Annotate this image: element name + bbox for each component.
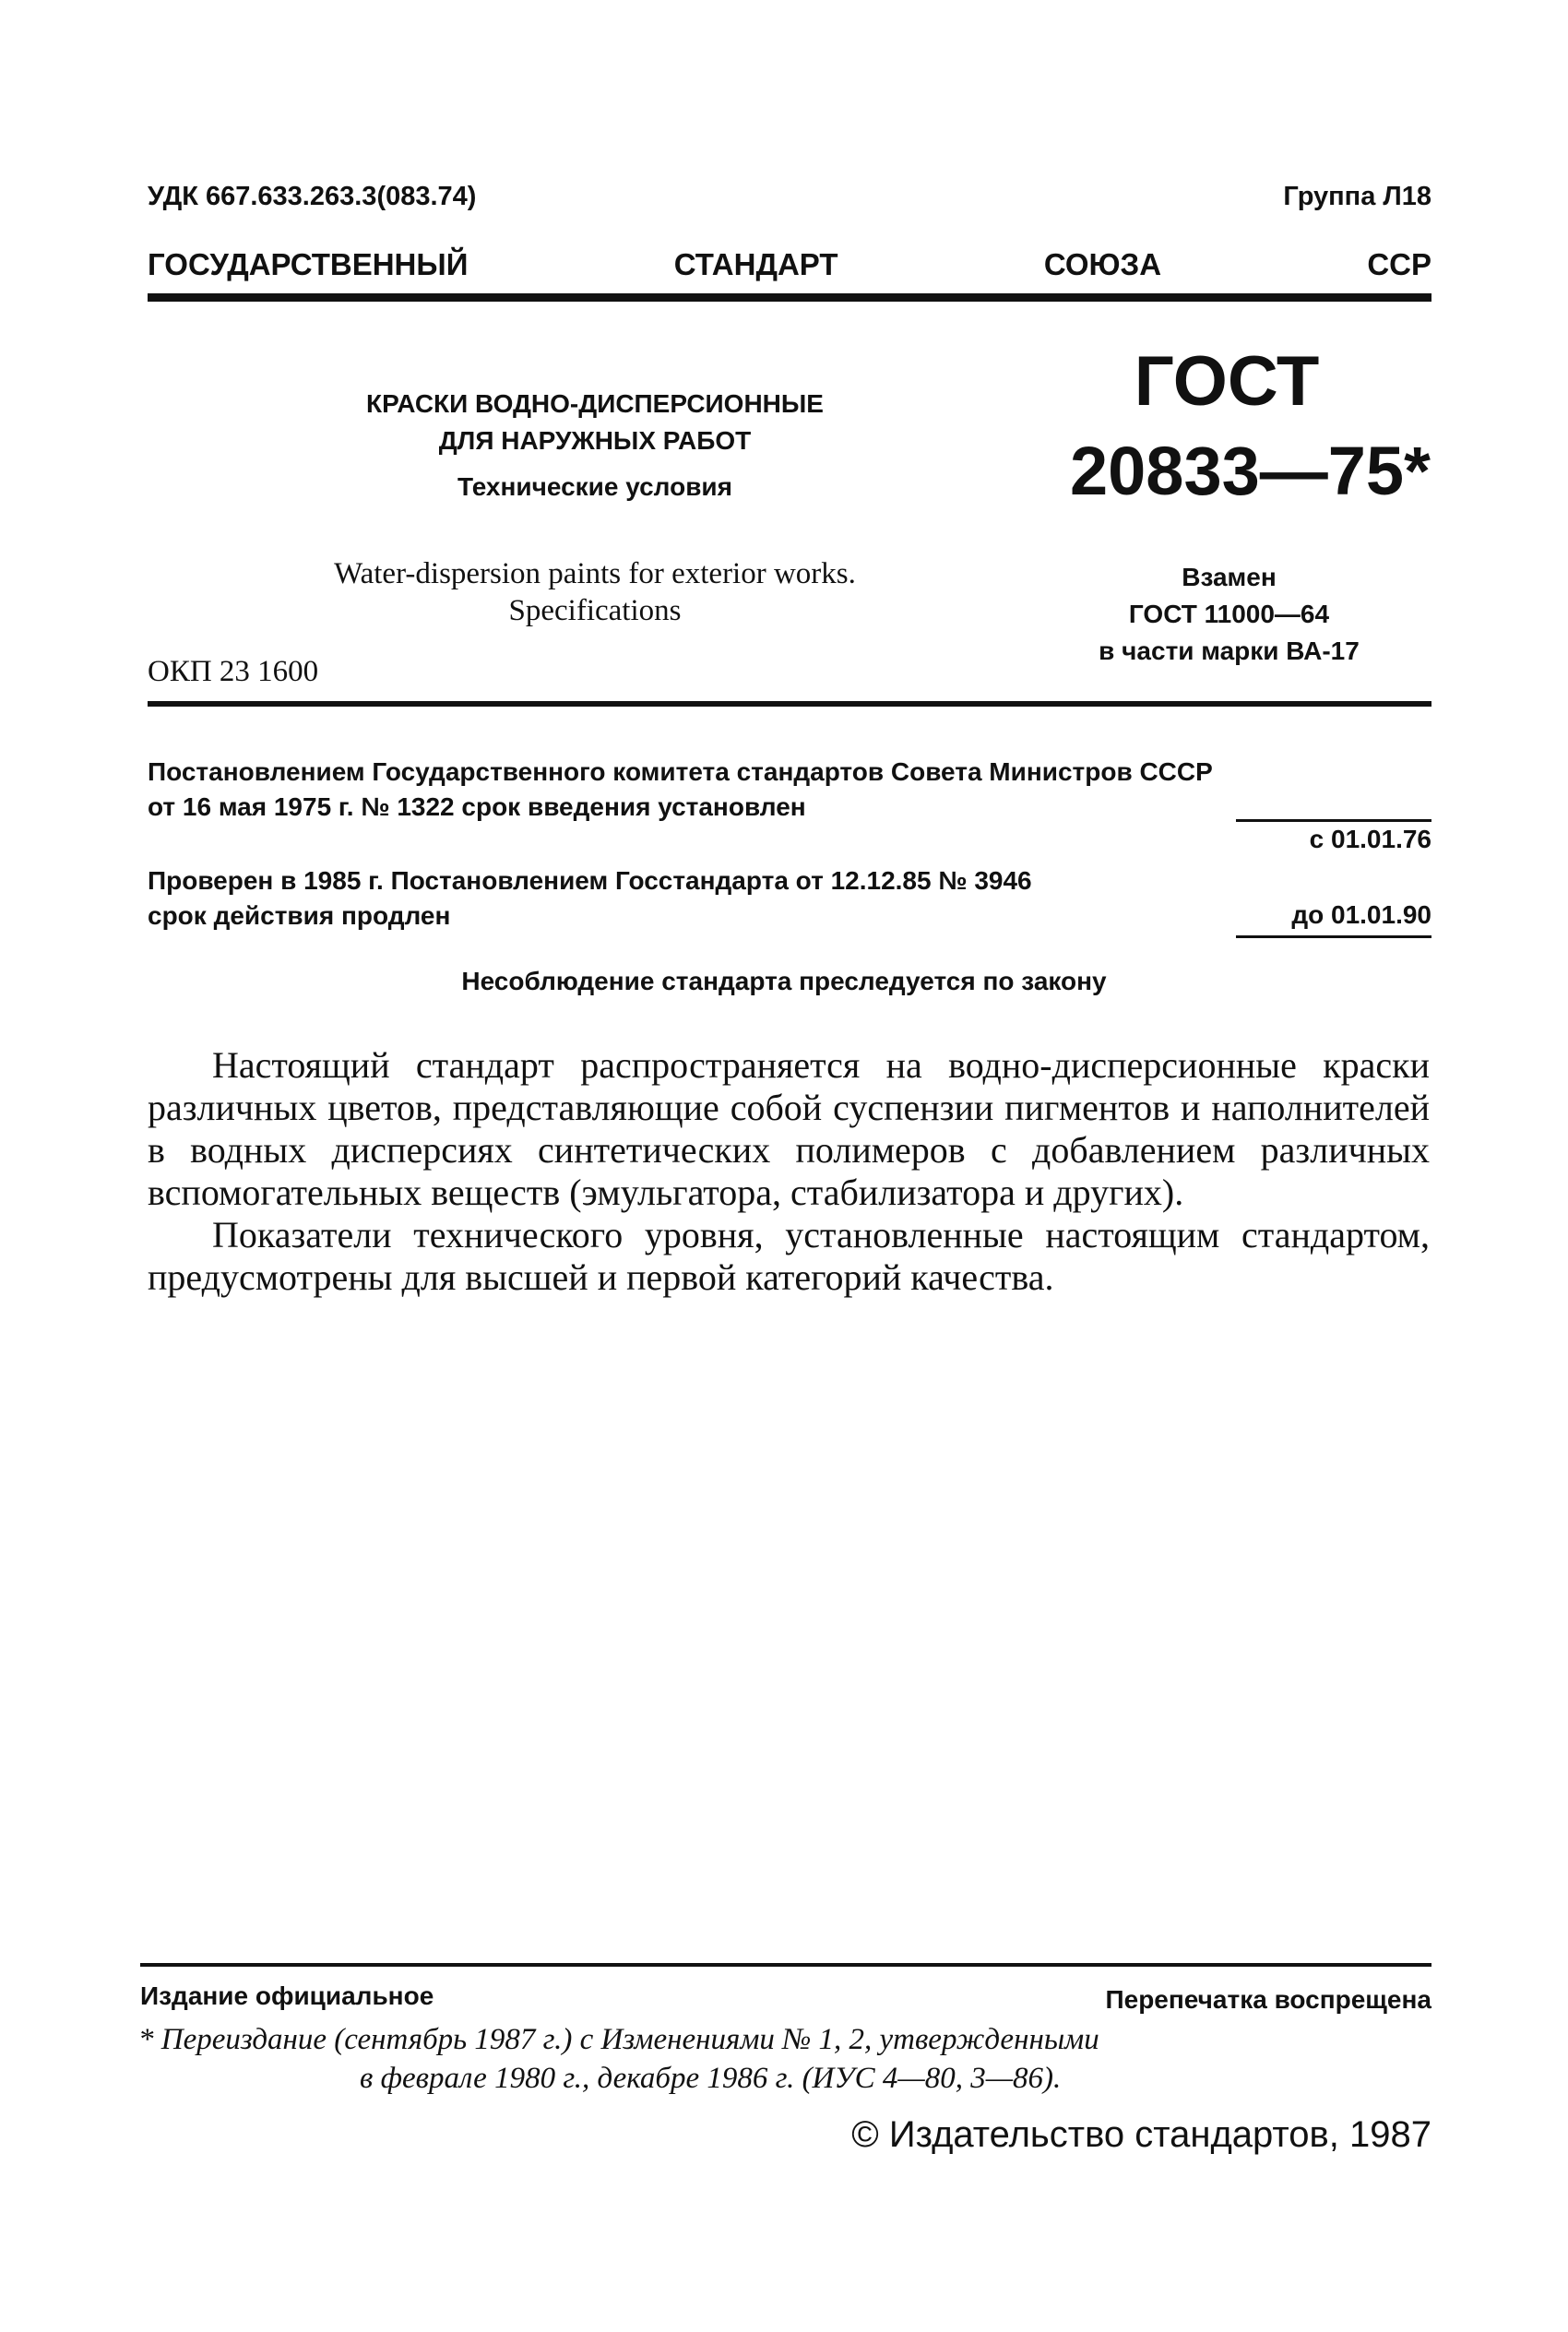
- edition-label: Издание официальное: [140, 1981, 434, 2010]
- gost-label: ГОСТ: [1134, 342, 1320, 421]
- effective-date: с 01.01.76: [1309, 825, 1431, 853]
- org-word-3: СОЮЗА: [1043, 247, 1162, 281]
- okp-code: ОКП 23 1600: [148, 655, 319, 688]
- replacement-line-2: ГОСТ 11000—64: [1128, 600, 1330, 628]
- body-paragraph-2: Показатели технического уровня, установленные настоящим стандартом, предусмотрены для высшей и первой категорий качества.: [148, 1214, 1430, 1298]
- copyright: © Издательство стандартов, 1987: [851, 2114, 1431, 2155]
- date-start-overline: [1236, 819, 1431, 822]
- group-code: Группа Л18: [1283, 182, 1431, 211]
- revision-line-1: Проверен в 1985 г. Постановлением Госстандарта от 12.12.85 № 3946: [148, 866, 1032, 895]
- title-line-2: ДЛЯ НАРУЖНЫХ РАБОТ: [438, 426, 752, 455]
- date-end-underline: [1236, 935, 1431, 938]
- revision-text: [148, 863, 1208, 934]
- penalty-notice: Несоблюдение стандарта преследуется по закону: [461, 967, 1107, 995]
- organization-heading: [148, 247, 1431, 282]
- title-divider: [148, 701, 1431, 707]
- title-line-1: КРАСКИ ВОДНО-ДИСПЕРСИОННЫЕ: [366, 389, 824, 418]
- body-paragraph-1: Настоящий стандарт распространяется на водно-дисперсионные краски различных цветов, представляющие собой суспензии пигментов и наполнителей в водных дисперсиях синтетических полимеров с добавлением различных вспомогательных веществ (эмульгатора, стабилизатора и других).: [148, 1044, 1430, 1213]
- org-word-4: ССР: [1367, 247, 1431, 281]
- decree-text: [148, 755, 1439, 825]
- standard-title: [267, 386, 922, 502]
- revision-line-2: срок действия продлен: [148, 901, 451, 930]
- udk-code: УДК 667.633.263.3(083.74): [148, 182, 477, 211]
- english-title-line-1: Water-dispersion paints for exterior works.: [334, 557, 856, 590]
- body-text: [148, 1044, 1430, 1299]
- expiry-date: до 01.01.90: [1291, 900, 1431, 929]
- replacement-line-1: Взамен: [1182, 563, 1277, 591]
- english-title: [249, 555, 941, 629]
- org-word-1: ГОСУДАРСТВЕННЫЙ: [148, 247, 469, 281]
- footnote-line-1: * Переиздание (сентябрь 1987 г.) с Изменениями № 1, 2, утвержденными: [138, 2023, 1099, 2056]
- replacement-line-3: в части марки ВА-17: [1099, 637, 1360, 665]
- gost-number: 20833—75*: [1070, 433, 1431, 509]
- decree-line-1: Постановлением Государственного комитета стандартов Совета Министров СССР: [148, 757, 1213, 786]
- org-word-2: СТАНДАРТ: [673, 247, 838, 281]
- header-divider: [148, 293, 1431, 302]
- decree-line-2: от 16 мая 1975 г. № 1322 срок введения установлен: [148, 792, 806, 821]
- reprint-notice: Перепечатка воспрещена: [1105, 1985, 1431, 2014]
- footnote-line-2: в феврале 1980 г., декабре 1986 г. (ИУС 4—80, 3—86).: [360, 2062, 1062, 2095]
- footnote: [138, 2020, 1430, 2098]
- english-title-line-2: Specifications: [508, 594, 682, 627]
- title-subtitle: Технические условия: [457, 472, 732, 501]
- footer-divider: [140, 1963, 1431, 1967]
- replacement-note: [1070, 559, 1388, 670]
